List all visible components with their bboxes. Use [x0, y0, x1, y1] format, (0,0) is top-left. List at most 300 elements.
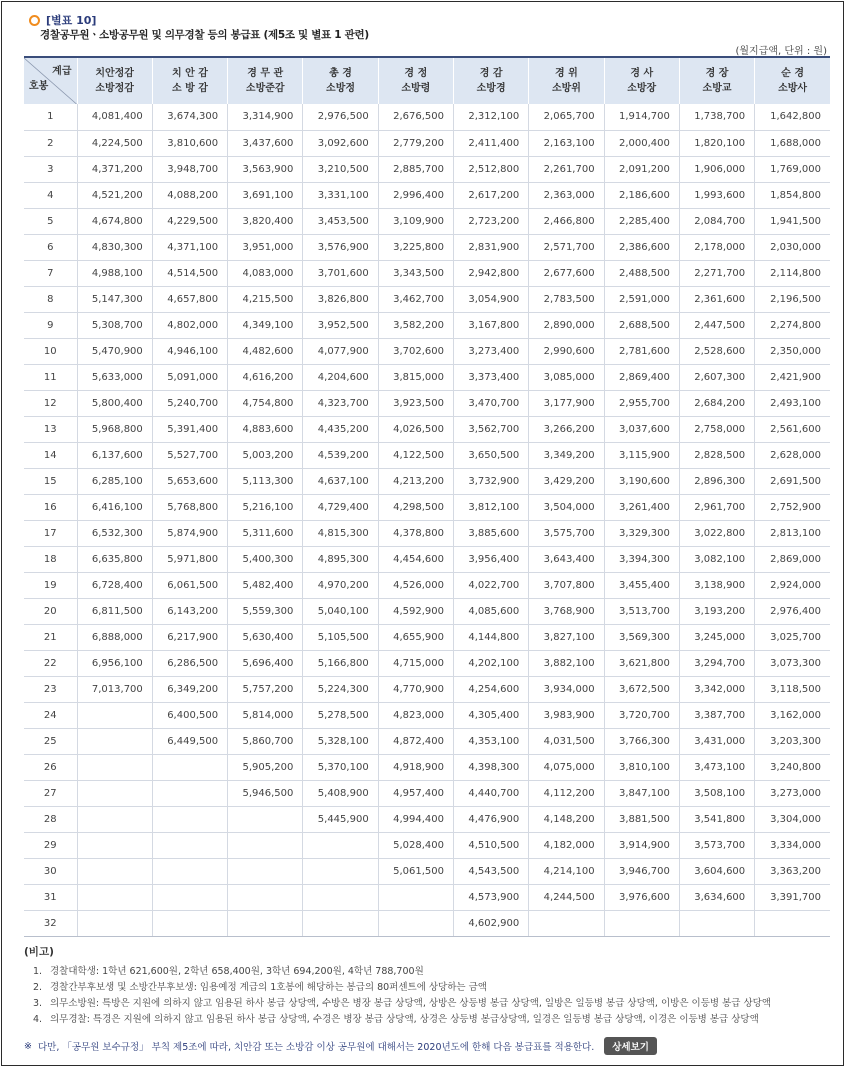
salary-cell: 2,896,300	[679, 468, 754, 494]
salary-cell: 3,349,200	[529, 442, 604, 468]
salary-cell: 6,728,400	[77, 572, 152, 598]
table-row	[24, 208, 830, 234]
salary-cell: 2,386,600	[604, 234, 679, 260]
salary-cell: 1,769,000	[755, 156, 830, 182]
salary-cell: 5,224,300	[303, 676, 378, 702]
salary-cell: 5,040,100	[303, 598, 378, 624]
table-row	[24, 572, 830, 598]
salary-cell: 4,521,200	[77, 182, 152, 208]
salary-cell: 2,065,700	[529, 104, 604, 130]
police-rank-label: 치안정감	[95, 68, 134, 79]
salary-cell: 3,934,000	[529, 676, 604, 702]
salary-cell	[152, 832, 227, 858]
salary-cell: 3,575,700	[529, 520, 604, 546]
salary-cell: 3,342,000	[679, 676, 754, 702]
salary-cell: 3,820,400	[228, 208, 303, 234]
remark-text: 의무경찰: 특경은 지원에 의하지 않고 임용된 하사 봉급 상당액, 수경은 병장 봉급 상당액, 상경은 상등병 봉급상당액, 일경은 일등병 봉급 상당액, 이경은 이등병 봉급 상당액	[50, 1014, 759, 1025]
table-row	[24, 884, 830, 910]
remark-text: 의무소방원: 특방은 지원에 의하지 않고 임용된 하사 봉급 상당액, 수방은 병장 봉급 상당액, 상방은 상등병 봉급 상당액, 일방은 일등병 봉급 상당액, 이방은 이등병 봉급 상당액	[50, 998, 771, 1009]
table-row	[24, 130, 830, 156]
step-cell: 2	[24, 130, 77, 156]
step-cell: 17	[24, 520, 77, 546]
note-mark: ※	[24, 1040, 32, 1052]
table-row	[24, 546, 830, 572]
salary-cell: 4,946,100	[152, 338, 227, 364]
salary-cell	[152, 858, 227, 884]
corner-rank-label: 계급	[52, 66, 72, 77]
salary-cell: 3,923,500	[378, 390, 453, 416]
table-title-row	[29, 12, 96, 28]
salary-cell: 3,085,000	[529, 364, 604, 390]
salary-cell	[755, 910, 830, 936]
fire-rank-label: 소 방 감	[171, 83, 208, 94]
salary-cell: 3,732,900	[453, 468, 528, 494]
salary-cell: 3,453,500	[303, 208, 378, 234]
step-cell: 11	[24, 364, 77, 390]
column-header	[529, 57, 604, 104]
salary-cell: 5,003,200	[228, 442, 303, 468]
salary-cell: 3,815,000	[378, 364, 453, 390]
salary-cell: 6,888,000	[77, 624, 152, 650]
salary-cell: 3,261,400	[604, 494, 679, 520]
salary-cell	[604, 910, 679, 936]
salary-table	[24, 56, 830, 937]
salary-cell: 4,988,100	[77, 260, 152, 286]
salary-cell: 3,314,900	[228, 104, 303, 130]
unit-note: (월지급액, 단위 : 원)	[735, 46, 827, 57]
salary-cell: 4,657,800	[152, 286, 227, 312]
salary-cell: 5,946,500	[228, 780, 303, 806]
salary-cell: 2,691,500	[755, 468, 830, 494]
salary-cell: 2,030,000	[755, 234, 830, 260]
salary-cell: 3,672,500	[604, 676, 679, 702]
salary-cell: 4,298,500	[378, 494, 453, 520]
salary-cell: 5,105,500	[303, 624, 378, 650]
fire-rank-label: 소방장	[627, 83, 657, 94]
salary-cell: 4,144,800	[453, 624, 528, 650]
salary-cell: 4,083,000	[228, 260, 303, 286]
salary-cell: 6,400,500	[152, 702, 227, 728]
salary-cell	[152, 780, 227, 806]
salary-cell: 3,885,600	[453, 520, 528, 546]
step-cell: 10	[24, 338, 77, 364]
footer-text: 다만, 「공무원 보수규정」 부칙 제5조에 따라, 치안감 또는 소방감 이상 공무원에 대해서는 2020년도에 한해 다음 봉급표를 적용한다.	[37, 1042, 595, 1053]
salary-cell: 1,820,100	[679, 130, 754, 156]
salary-cell	[228, 884, 303, 910]
table-row	[24, 390, 830, 416]
step-cell: 19	[24, 572, 77, 598]
salary-cell: 4,305,400	[453, 702, 528, 728]
salary-cell: 2,196,500	[755, 286, 830, 312]
salary-cell: 5,905,200	[228, 754, 303, 780]
table-row	[24, 780, 830, 806]
salary-cell	[152, 910, 227, 936]
table-row	[24, 754, 830, 780]
salary-cell: 6,143,200	[152, 598, 227, 624]
salary-cell: 2,271,700	[679, 260, 754, 286]
salary-cell: 5,559,300	[228, 598, 303, 624]
table-body	[24, 104, 830, 936]
salary-cell: 4,573,900	[453, 884, 528, 910]
remark-number: 4.	[33, 1014, 43, 1025]
salary-cell: 3,582,200	[378, 312, 453, 338]
police-rank-label: 경 정	[404, 68, 428, 79]
salary-cell: 5,860,700	[228, 728, 303, 754]
salary-cell: 3,190,600	[604, 468, 679, 494]
salary-cell: 3,138,900	[679, 572, 754, 598]
fire-rank-label: 소방령	[401, 83, 431, 94]
salary-cell: 3,343,500	[378, 260, 453, 286]
column-header	[604, 57, 679, 104]
salary-cell: 6,061,500	[152, 572, 227, 598]
salary-cell: 5,091,000	[152, 364, 227, 390]
salary-cell: 4,729,400	[303, 494, 378, 520]
salary-cell: 4,674,800	[77, 208, 152, 234]
salary-cell	[77, 910, 152, 936]
salary-cell: 3,634,600	[679, 884, 754, 910]
salary-cell: 3,621,800	[604, 650, 679, 676]
salary-cell: 3,115,900	[604, 442, 679, 468]
salary-cell: 2,781,600	[604, 338, 679, 364]
salary-cell: 2,990,600	[529, 338, 604, 364]
step-cell: 23	[24, 676, 77, 702]
salary-cell	[77, 806, 152, 832]
salary-cell	[77, 728, 152, 754]
salary-cell: 3,473,100	[679, 754, 754, 780]
table-row	[24, 806, 830, 832]
salary-cell: 4,895,300	[303, 546, 378, 572]
salary-cell: 1,906,000	[679, 156, 754, 182]
salary-cell: 3,109,900	[378, 208, 453, 234]
police-rank-label: 경 감	[479, 68, 503, 79]
salary-cell: 4,122,500	[378, 442, 453, 468]
salary-cell: 4,202,100	[453, 650, 528, 676]
salary-cell: 3,701,600	[303, 260, 378, 286]
salary-cell: 3,812,100	[453, 494, 528, 520]
salary-cell: 3,225,800	[378, 234, 453, 260]
table-row	[24, 598, 830, 624]
salary-cell: 2,752,900	[755, 494, 830, 520]
salary-cell: 4,026,500	[378, 416, 453, 442]
table-row	[24, 442, 830, 468]
circle-bullet-icon	[29, 15, 40, 26]
salary-cell: 3,541,800	[679, 806, 754, 832]
salary-cell: 4,957,400	[378, 780, 453, 806]
salary-cell: 4,510,500	[453, 832, 528, 858]
salary-cell: 3,266,200	[529, 416, 604, 442]
salary-cell: 2,628,000	[755, 442, 830, 468]
remark-number: 1.	[33, 966, 43, 977]
step-cell: 22	[24, 650, 77, 676]
salary-cell: 4,830,300	[77, 234, 152, 260]
table-row	[24, 702, 830, 728]
salary-cell: 3,203,300	[755, 728, 830, 754]
salary-cell: 3,092,600	[303, 130, 378, 156]
salary-cell: 3,073,300	[755, 650, 830, 676]
salary-cell: 3,470,700	[453, 390, 528, 416]
salary-cell: 3,304,000	[755, 806, 830, 832]
step-cell: 24	[24, 702, 77, 728]
salary-cell: 2,869,400	[604, 364, 679, 390]
column-header	[303, 57, 378, 104]
fire-rank-label: 소방경	[476, 83, 506, 94]
salary-cell: 2,677,600	[529, 260, 604, 286]
salary-cell: 5,311,600	[228, 520, 303, 546]
column-header	[152, 57, 227, 104]
salary-cell: 4,112,200	[529, 780, 604, 806]
salary-cell: 2,942,800	[453, 260, 528, 286]
salary-cell: 3,431,000	[679, 728, 754, 754]
salary-cell: 3,826,800	[303, 286, 378, 312]
salary-cell: 2,528,600	[679, 338, 754, 364]
column-header	[755, 57, 830, 104]
salary-cell: 3,329,300	[604, 520, 679, 546]
detail-view-button[interactable]: 상세보기	[604, 1037, 657, 1055]
step-cell: 1	[24, 104, 77, 130]
table-row	[24, 624, 830, 650]
step-cell: 12	[24, 390, 77, 416]
salary-cell: 1,993,600	[679, 182, 754, 208]
salary-cell: 3,082,100	[679, 546, 754, 572]
salary-cell: 4,081,400	[77, 104, 152, 130]
step-cell: 18	[24, 546, 77, 572]
salary-cell: 5,445,900	[303, 806, 378, 832]
step-cell: 3	[24, 156, 77, 182]
salary-cell: 2,000,400	[604, 130, 679, 156]
salary-cell: 5,874,900	[152, 520, 227, 546]
salary-cell: 2,869,000	[755, 546, 830, 572]
salary-cell: 1,688,000	[755, 130, 830, 156]
salary-cell: 3,118,500	[755, 676, 830, 702]
salary-cell: 2,885,700	[378, 156, 453, 182]
salary-cell: 3,643,400	[529, 546, 604, 572]
salary-cell: 2,779,200	[378, 130, 453, 156]
table-row	[24, 858, 830, 884]
salary-cell	[303, 832, 378, 858]
salary-cell: 5,757,200	[228, 676, 303, 702]
salary-cell: 4,088,200	[152, 182, 227, 208]
salary-cell	[228, 910, 303, 936]
salary-cell: 3,394,300	[604, 546, 679, 572]
table-row	[24, 312, 830, 338]
salary-cell: 2,617,200	[453, 182, 528, 208]
salary-cell: 4,994,400	[378, 806, 453, 832]
salary-cell: 3,827,100	[529, 624, 604, 650]
salary-cell: 3,882,100	[529, 650, 604, 676]
salary-cell: 5,408,900	[303, 780, 378, 806]
salary-cell: 3,847,100	[604, 780, 679, 806]
salary-cell: 2,274,800	[755, 312, 830, 338]
salary-cell: 4,802,000	[152, 312, 227, 338]
salary-cell: 2,976,400	[755, 598, 830, 624]
salary-cell: 3,429,200	[529, 468, 604, 494]
salary-cell: 3,334,000	[755, 832, 830, 858]
salary-cell: 4,022,700	[453, 572, 528, 598]
remark-item	[33, 996, 771, 1012]
column-header	[679, 57, 754, 104]
salary-cell: 2,783,500	[529, 286, 604, 312]
salary-cell: 2,758,000	[679, 416, 754, 442]
remarks-title: (비고)	[24, 946, 54, 958]
table-row	[24, 650, 830, 676]
column-header	[378, 57, 453, 104]
salary-cell: 3,702,600	[378, 338, 453, 364]
salary-cell: 3,810,100	[604, 754, 679, 780]
salary-cell: 4,514,500	[152, 260, 227, 286]
salary-cell: 3,273,000	[755, 780, 830, 806]
salary-cell: 2,285,400	[604, 208, 679, 234]
fire-rank-label: 소방준감	[245, 83, 285, 94]
salary-cell: 5,633,000	[77, 364, 152, 390]
table-row	[24, 832, 830, 858]
salary-cell: 2,421,900	[755, 364, 830, 390]
step-cell: 6	[24, 234, 77, 260]
salary-cell: 2,114,800	[755, 260, 830, 286]
salary-cell: 3,273,400	[453, 338, 528, 364]
salary-cell: 4,637,100	[303, 468, 378, 494]
table-row	[24, 286, 830, 312]
salary-cell: 7,013,700	[77, 676, 152, 702]
salary-cell: 1,914,700	[604, 104, 679, 130]
footer-note	[24, 1037, 657, 1055]
remark-text: 경찰간부후보생 및 소방간부후보생: 임용예정 계급의 1호봉에 해당하는 봉급의 80퍼센트에 상당하는 금액	[50, 982, 487, 993]
corner-step-label: 호봉	[29, 81, 49, 92]
salary-cell: 1,941,500	[755, 208, 830, 234]
appendix-tag: [별표 10]	[46, 14, 97, 27]
salary-cell	[529, 910, 604, 936]
table-row	[24, 468, 830, 494]
corner-header	[24, 57, 77, 104]
salary-cell: 3,576,900	[303, 234, 378, 260]
salary-cell: 4,244,500	[529, 884, 604, 910]
salary-cell: 3,437,600	[228, 130, 303, 156]
salary-cell: 4,543,500	[453, 858, 528, 884]
salary-cell: 4,440,700	[453, 780, 528, 806]
salary-cell: 4,872,400	[378, 728, 453, 754]
salary-cell: 6,416,100	[77, 494, 152, 520]
salary-cell: 6,285,100	[77, 468, 152, 494]
salary-cell: 3,373,400	[453, 364, 528, 390]
table-row	[24, 156, 830, 182]
salary-cell: 2,411,400	[453, 130, 528, 156]
salary-cell: 4,204,600	[303, 364, 378, 390]
salary-cell: 5,370,100	[303, 754, 378, 780]
salary-cell: 3,037,600	[604, 416, 679, 442]
salary-cell: 3,391,700	[755, 884, 830, 910]
salary-cell: 4,229,500	[152, 208, 227, 234]
police-rank-label: 총 경	[329, 68, 352, 79]
step-cell: 29	[24, 832, 77, 858]
salary-cell: 5,971,800	[152, 546, 227, 572]
salary-cell: 3,983,900	[529, 702, 604, 728]
salary-cell: 6,349,200	[152, 676, 227, 702]
salary-cell: 3,952,500	[303, 312, 378, 338]
step-cell: 9	[24, 312, 77, 338]
salary-cell: 2,186,600	[604, 182, 679, 208]
step-cell: 4	[24, 182, 77, 208]
salary-cell: 5,482,400	[228, 572, 303, 598]
salary-cell: 5,147,300	[77, 286, 152, 312]
table-row	[24, 416, 830, 442]
step-cell: 16	[24, 494, 77, 520]
salary-cell: 2,591,000	[604, 286, 679, 312]
salary-cell: 5,968,800	[77, 416, 152, 442]
fire-rank-label: 소방교	[702, 83, 732, 94]
salary-cell: 1,854,800	[755, 182, 830, 208]
step-cell: 27	[24, 780, 77, 806]
salary-cell: 2,361,600	[679, 286, 754, 312]
salary-cell	[303, 910, 378, 936]
salary-cell	[77, 884, 152, 910]
fire-rank-label: 소방정	[326, 83, 356, 94]
table-row	[24, 520, 830, 546]
salary-cell	[228, 832, 303, 858]
salary-cell: 3,245,000	[679, 624, 754, 650]
table-row	[24, 728, 830, 754]
salary-cell: 2,363,000	[529, 182, 604, 208]
salary-cell: 4,482,600	[228, 338, 303, 364]
salary-cell: 5,630,400	[228, 624, 303, 650]
salary-cell: 4,754,800	[228, 390, 303, 416]
police-rank-label: 경 장	[705, 68, 729, 79]
table-row	[24, 182, 830, 208]
step-cell: 28	[24, 806, 77, 832]
salary-cell: 3,331,100	[303, 182, 378, 208]
salary-cell: 2,684,200	[679, 390, 754, 416]
salary-cell: 2,723,200	[453, 208, 528, 234]
remark-text: 경찰대학생: 1학년 621,600원, 2학년 658,400원, 3학년 694,200원, 4학년 788,700원	[50, 966, 424, 977]
step-cell: 21	[24, 624, 77, 650]
salary-cell: 3,691,100	[228, 182, 303, 208]
salary-cell: 4,323,700	[303, 390, 378, 416]
salary-cell: 3,363,200	[755, 858, 830, 884]
step-cell: 25	[24, 728, 77, 754]
salary-cell: 3,513,700	[604, 598, 679, 624]
salary-cell: 2,178,000	[679, 234, 754, 260]
salary-cell: 3,976,600	[604, 884, 679, 910]
fire-rank-label: 소방사	[778, 83, 808, 94]
salary-cell: 5,113,300	[228, 468, 303, 494]
police-rank-label: 경 사	[630, 68, 654, 79]
salary-cell: 4,454,600	[378, 546, 453, 572]
salary-cell: 2,261,700	[529, 156, 604, 182]
salary-cell: 4,823,000	[378, 702, 453, 728]
salary-cell	[77, 832, 152, 858]
salary-cell: 2,676,500	[378, 104, 453, 130]
salary-cell: 3,167,800	[453, 312, 528, 338]
table-subtitle: 경찰공무원ㆍ소방공무원 및 의무경찰 등의 봉급표 (제5조 및 별표 1 관련)	[40, 29, 369, 41]
salary-cell: 2,688,500	[604, 312, 679, 338]
police-rank-label: 순 경	[781, 68, 804, 79]
salary-cell: 2,828,500	[679, 442, 754, 468]
salary-cell: 3,766,300	[604, 728, 679, 754]
salary-cell: 4,254,600	[453, 676, 528, 702]
salary-cell: 4,213,200	[378, 468, 453, 494]
salary-cell: 4,616,200	[228, 364, 303, 390]
salary-cell: 5,328,100	[303, 728, 378, 754]
police-rank-label: 경 무 관	[247, 68, 284, 79]
salary-cell: 3,948,700	[152, 156, 227, 182]
salary-cell: 5,391,400	[152, 416, 227, 442]
fire-rank-label: 소방위	[551, 83, 581, 94]
step-cell: 20	[24, 598, 77, 624]
salary-cell: 4,526,000	[378, 572, 453, 598]
salary-cell: 4,398,300	[453, 754, 528, 780]
salary-cell: 3,508,100	[679, 780, 754, 806]
salary-cell: 5,800,400	[77, 390, 152, 416]
remark-number: 3.	[33, 998, 43, 1009]
step-cell: 30	[24, 858, 77, 884]
